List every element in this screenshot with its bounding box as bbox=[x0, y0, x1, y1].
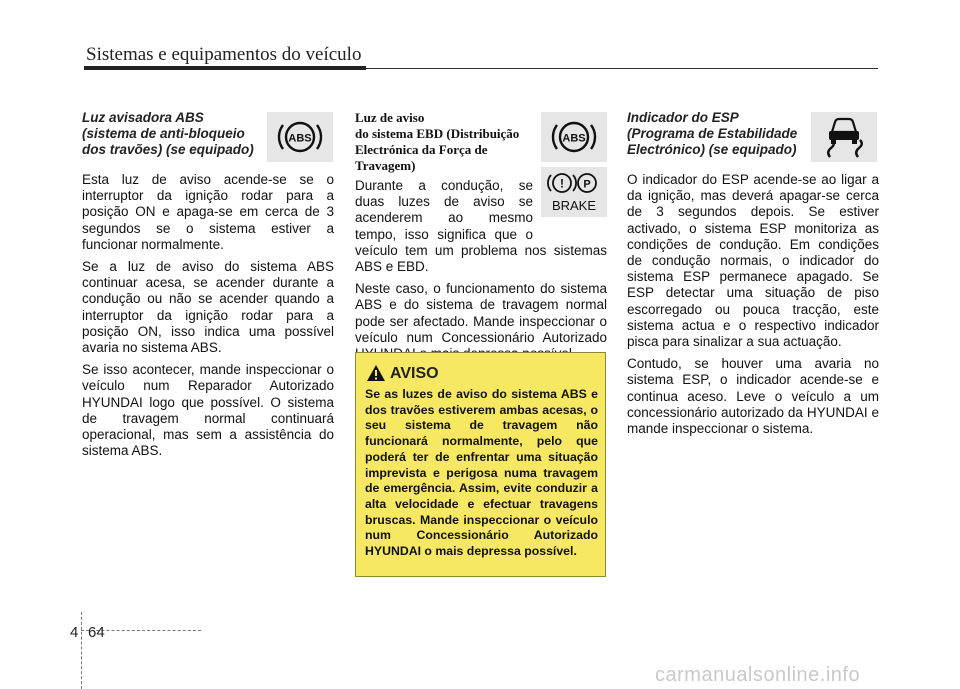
ebd-line-2: duas luzes de aviso se bbox=[355, 194, 533, 210]
ebd-heading-line4: Travagem) bbox=[355, 158, 416, 173]
footer-divider-vertical bbox=[81, 612, 82, 689]
svg-text:ABS: ABS bbox=[288, 132, 312, 145]
ebd-paragraph-2: Neste caso, o funcionamento do sistema ABS e do sistema de travagem normal pode ser afectado. Mande inspeccionar o veículo num Concessionário Autorizado bbox=[355, 281, 607, 345]
esp-heading bbox=[627, 110, 807, 158]
esp-heading-line3: Electrónico) (se equipado) bbox=[627, 142, 797, 157]
page-header-title: Sistemas e equipamentos do veículo bbox=[86, 44, 362, 65]
esp-heading-line1: Indicador do ESP bbox=[627, 110, 739, 125]
watermark: carmanualsonline.info bbox=[655, 664, 861, 686]
warning-text: Se as luzes de aviso do sistema ABS e dos travões estiverem ambas acesas, o seu sistema de travagem não funcionará normalmente, pelo que poderá ter de enfrentar uma situação imprevista e perigosa numa travagem de emergência. Assim, evite conduzir a alta velocidade e efectuar travagens bruscas. Mande inspeccionar o veículo num Concessionário Autorizado HYUNDAI o mais depressa possível. bbox=[365, 387, 598, 559]
chapter-number: 4 bbox=[70, 624, 79, 641]
warning-triangle-icon bbox=[366, 364, 386, 382]
abs-heading-line1: Luz avisadora ABS bbox=[82, 110, 204, 125]
svg-text:!: ! bbox=[560, 176, 564, 191]
svg-text:BRAKE: BRAKE bbox=[551, 198, 597, 213]
column-abs bbox=[82, 110, 334, 465]
ebd-line-4: tempo, isso significa que o bbox=[355, 226, 533, 242]
esp-paragraph-2: Contudo, se houver uma avaria no sistema ESP, o indicador acende-se e continua aceso. Leve o veículo a um concessionário autorizado da HYUNDAI e mande inspeccionar o sistema. bbox=[627, 356, 879, 437]
svg-text:ABS: ABS bbox=[562, 132, 586, 145]
warning-title: AVISO bbox=[390, 365, 439, 382]
esp-indicator-icon bbox=[811, 112, 877, 162]
brake-warning-icon bbox=[541, 167, 607, 217]
ebd-heading bbox=[355, 110, 535, 174]
ebd-heading-line3: Electrónica da Força de bbox=[355, 142, 488, 157]
ebd-line-1: Durante a condução, se bbox=[355, 178, 533, 193]
ebd-paragraph-1-narrow bbox=[355, 178, 533, 243]
abs-paragraph-1: Esta luz de aviso acende-se se o interruptor da ignição rodar para a posição ON e apaga-se em cerca de 3 segundos se o sistema estiver a funcionar normalmente. bbox=[82, 172, 334, 252]
ebd-paragraph-1-rest: veículo tem um problema nos sistemas ABS e EBD. bbox=[355, 242, 607, 275]
svg-text:P: P bbox=[583, 178, 591, 191]
ebd-heading-line2: do sistema EBD (Distribuição bbox=[355, 126, 520, 141]
header-rule bbox=[84, 66, 366, 70]
esp-heading-line2: (Programa de Estabilidade bbox=[627, 126, 798, 141]
abs-warning-icon bbox=[267, 112, 333, 162]
header-rule-thin bbox=[366, 68, 878, 69]
page-number: 64 bbox=[88, 624, 105, 641]
ebd-line-3: acenderem ao mesmo bbox=[355, 210, 533, 226]
warning-box bbox=[355, 352, 606, 577]
abs-heading-line2: (sistema de anti-bloqueio bbox=[82, 126, 245, 141]
esp-paragraph-1: O indicador do ESP acende-se ao ligar a da ignição, mas deverá apagar-se cerca de 3 segundos depois. Se estiver activado, o sistema ESP monitoriza as condições de condução. Em condições de condução normais, o indicador do sistema ESP permanece apagado. Se ESP detectar uma situação de piso escorregado ou pouca tracção, este sistema actua e o respectivo indicador pisca para sinalizar a sua actuação. bbox=[627, 172, 879, 350]
ebd-heading-line1: Luz de aviso bbox=[355, 110, 425, 125]
abs-warning-icon bbox=[541, 112, 607, 162]
abs-paragraph-3: Se isso acontecer, mande inspeccionar o veículo num Reparador Autorizado HYUNDAI logo que possível. O sistema de travagem normal continuará operacional, mas sem a assistência do sistema ABS. bbox=[82, 362, 334, 459]
abs-heading bbox=[82, 110, 267, 158]
abs-heading-line3: dos travões) (se equipado) bbox=[82, 142, 254, 157]
abs-paragraph-2: Se a luz de aviso do sistema ABS continuar acesa, se acender durante a condução ou não se acender quando a interruptor da ignição rodar para a posição ON, isso indica uma possível avaria no sistema ABS. bbox=[82, 259, 334, 356]
